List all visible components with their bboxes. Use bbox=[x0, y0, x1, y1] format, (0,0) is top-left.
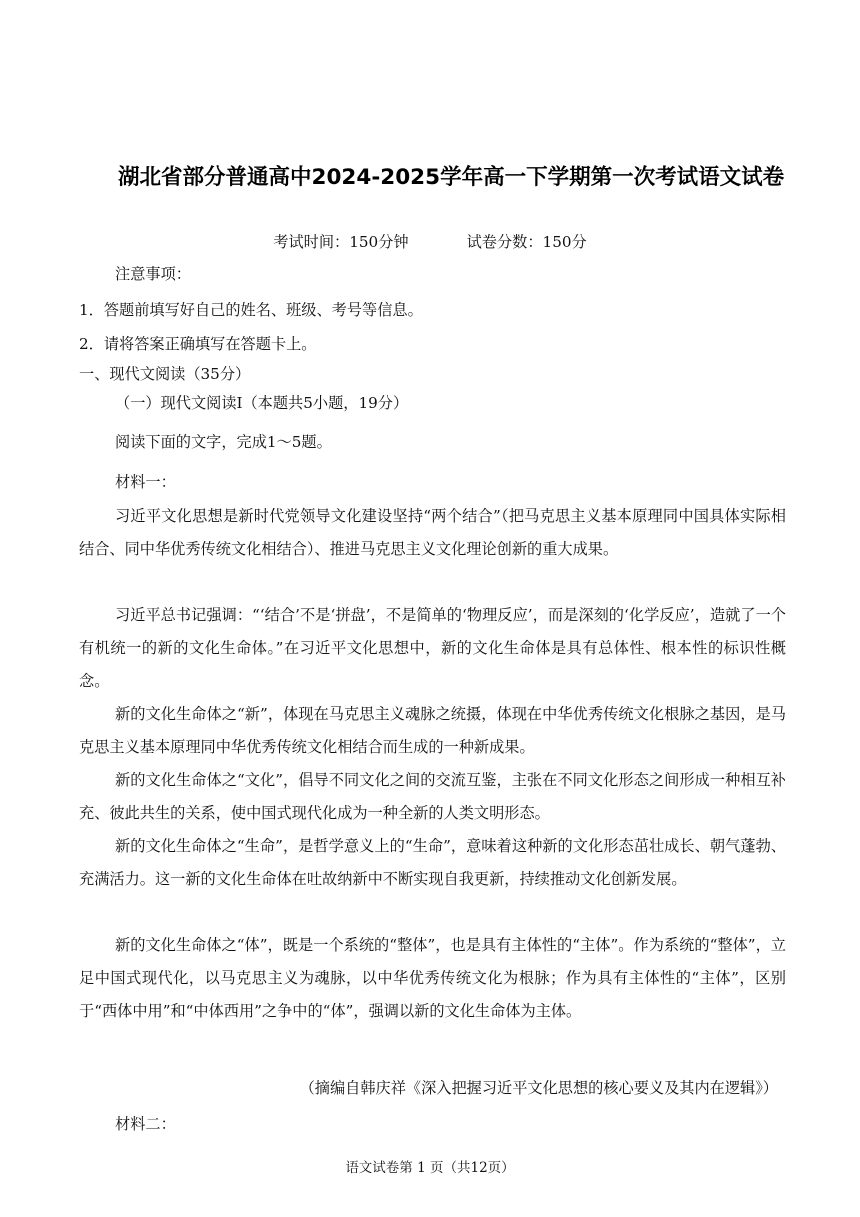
page-footer: 语文试卷第 1 页（共12页） bbox=[345, 1160, 515, 1176]
material-1-label: 材料一： bbox=[115, 473, 176, 491]
notice-item-1: 1．答题前填写好自己的姓名、班级、考号等信息。 bbox=[79, 301, 423, 319]
exam-title: 湖北省部分普通高中2024-2025学年高一下学期第一次考试语文试卷 bbox=[118, 165, 785, 190]
exam-info bbox=[0, 232, 860, 252]
paragraph-4: 新的文化生命体之“文化”，倡导不同文化之间的交流互鉴，主张在不同文化形态之间形成一种相互补充、彼此共生的关系，使中国式现代化成为一种全新的人类文明形态。 bbox=[79, 771, 786, 822]
paragraph-1: 习近平文化思想是新时代党领导文化建设坚持“两个结合”（把马克思主义基本原理同中国具体实际相结合、同中华优秀传统文化相结合）、推进马克思主义文化理论创新的重大成果。 bbox=[79, 507, 786, 558]
section-heading: 一、现代文阅读（35分） bbox=[79, 365, 251, 383]
exam-time: 考试时间：150分钟 bbox=[273, 233, 409, 251]
paragraph-6: 新的文化生命体之“体”，既是一个系统的“整体”，也是具有主体性的“主体”。作为系统的“整体”，立足中国式现代化，以马克思主义为魂脉，以中华优秀传统文化为根脉；作为具有主体性的“主体”，区别于“西体中用”和“中体西用”之争中的“体”，强调以新的文化生命体为主体。 bbox=[79, 936, 786, 1020]
paragraph-3: 新的文化生命体之“新”，体现在马克思主义魂脉之统摄，体现在中华优秀传统文化根脉之基因，是马克思主义基本原理同中华优秀传统文化相结合而生成的一种新成果。 bbox=[79, 705, 786, 756]
exam-score: 试卷分数：150分 bbox=[466, 233, 587, 251]
paragraph-2: 习近平总书记强调：“‘结合’不是‘拼盘’，不是简单的‘物理反应’，而是深刻的‘化学反应’，造就了一个有机统一的新的文化生命体。”在习近平文化思想中，新的文化生命体是具有总体性、根本性的标识性概念。 bbox=[79, 606, 786, 690]
reading-instruction: 阅读下面的文字，完成1～5题。 bbox=[115, 433, 332, 451]
source-citation: （摘编自韩庆祥《深入把握习近平文化思想的核心要义及其内在逻辑》） bbox=[299, 1079, 778, 1097]
paragraph-5: 新的文化生命体之“生命”，是哲学意义上的“生命”，意味着这种新的文化形态茁壮成长、朝气蓬勃、充满活力。这一新的文化生命体在吐故纳新中不断实现自我更新，持续推动文化创新发展。 bbox=[79, 837, 786, 888]
sub-section-heading: （一）现代文阅读Ⅰ（本题共5小题，19分） bbox=[115, 394, 409, 412]
notice-heading: 注意事项： bbox=[115, 265, 191, 283]
material-2-label: 材料二： bbox=[115, 1115, 176, 1133]
notice-item-2: 2．请将答案正确填写在答题卡上。 bbox=[79, 335, 317, 353]
